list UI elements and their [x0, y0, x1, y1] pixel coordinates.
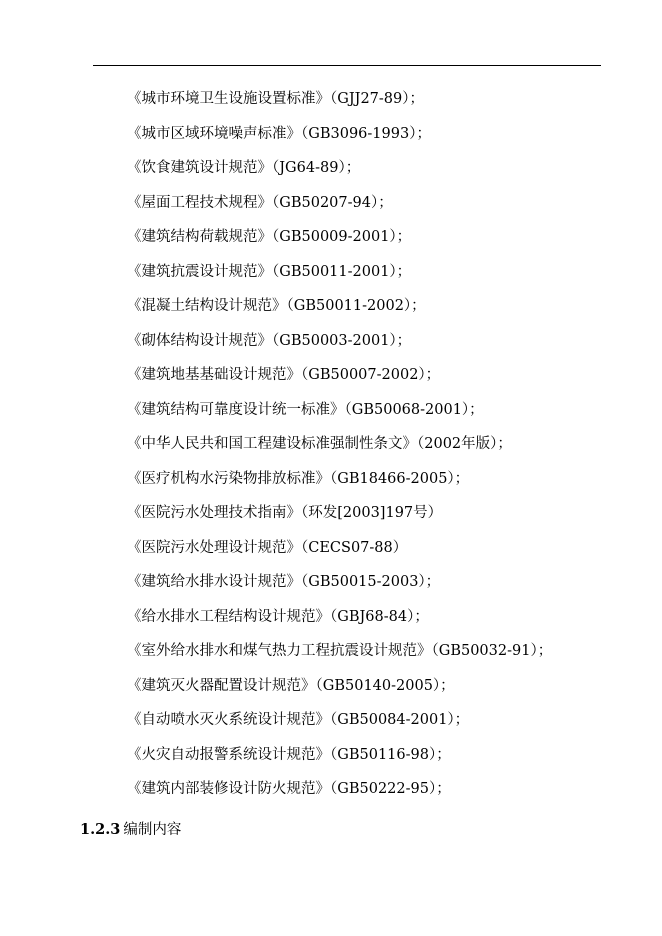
reference-item: 《医疗机构水污染物排放标准》（GB18466-2005）； [127, 470, 470, 487]
section-number: 1.2.3 [80, 821, 121, 838]
reference-item: 《城市区域环境噪声标准》（GB3096-1993）； [127, 125, 431, 142]
reference-item: 《医院污水处理技术指南》（环发[2003]197号） [127, 505, 443, 521]
reference-item: 《火灾自动报警系统设计规范》（GB50116-98）； [127, 746, 451, 763]
reference-item: 《混凝土结构设计规范》（GB50011-2002）； [127, 298, 426, 314]
section-title: 编制内容 [123, 822, 182, 838]
reference-item: 《建筑地基基础设计规范》（GB50007-2002）； [127, 367, 441, 383]
reference-item: 《中华人民共和国工程建设标准强制性条文》（2002年版）； [127, 436, 512, 452]
reference-item: 《饮食建筑设计规范》（JG64-89）； [127, 160, 361, 176]
reference-item: 《自动喷水灭火系统设计规范》（GB50084-2001）； [127, 712, 470, 728]
reference-item: 《砌体结构设计规范》（GB50003-2001）； [127, 332, 412, 349]
reference-item: 《建筑给水排水设计规范》（GB50015-2003）； [127, 574, 441, 590]
reference-item: 《建筑结构可靠度设计统一标准》（GB50068-2001）； [127, 401, 484, 418]
header-rule [93, 65, 601, 66]
reference-item: 《给水排水工程结构设计规范》（GBJ68-84）； [127, 608, 429, 625]
reference-item: 《室外给水排水和煤气热力工程抗震设计规范》（GB50032-91）； [127, 643, 553, 659]
reference-item: 《建筑灭火器配置设计规范》（GB50140-2005）； [127, 677, 455, 694]
reference-list [127, 84, 552, 809]
reference-item: 《屋面工程技术规程》（GB50207-94）； [127, 194, 393, 211]
reference-item: 《建筑内部装修设计防火规范》（GB50222-95）； [127, 781, 451, 797]
reference-item: 《建筑结构荷载规范》（GB50009-2001）； [127, 229, 412, 245]
reference-item: 《建筑抗震设计规范》（GB50011-2001）； [127, 263, 412, 280]
section-heading [80, 816, 181, 844]
reference-item: 《城市环境卫生设施设置标准》（GJJ27-89）； [127, 91, 425, 107]
reference-item: 《医院污水处理设计规范》（CECS07-88） [127, 539, 408, 556]
